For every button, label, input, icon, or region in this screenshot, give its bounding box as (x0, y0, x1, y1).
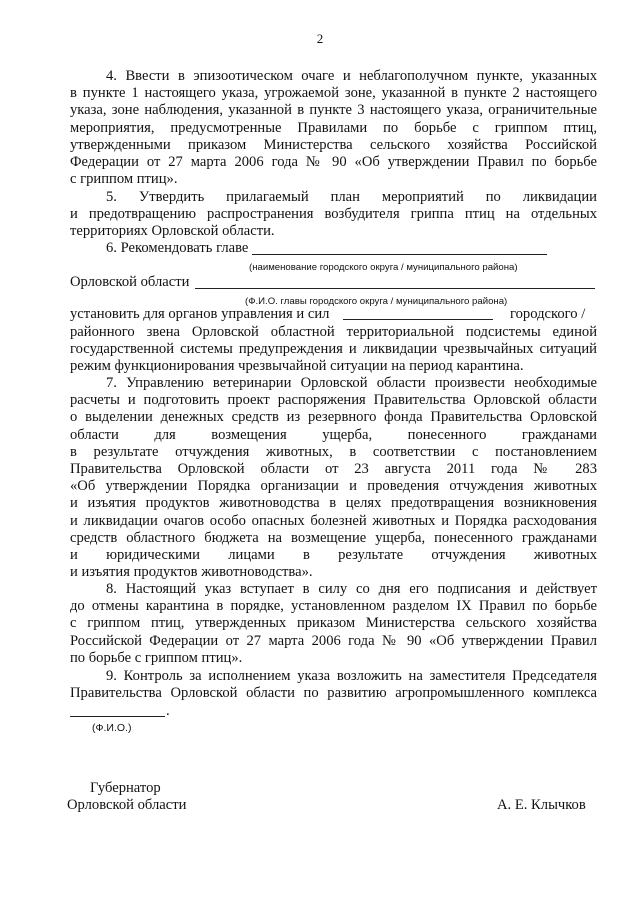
blank-line-level (343, 319, 493, 320)
text-line: мероприятия, предусмотренные Правилами по борьбе с гриппом птиц, (70, 119, 597, 136)
text-line: указа, зоне наблюдения, указанной в пункте 3 настоящего указа, ограничительные (70, 102, 597, 119)
blank-line-head-name (195, 288, 595, 289)
text-line: и ликвидации очагов особо опасных болезней животных и Порядка расходования (70, 512, 597, 529)
text-line: Орловской области (70, 274, 190, 290)
paragraph-9 (70, 668, 597, 702)
text-line: по борьбе с гриппом птиц». (70, 649, 243, 666)
text-line: области для возмещения ущерба, понесенного гражданами (70, 426, 597, 443)
text-line: территориях Орловской области. (70, 223, 275, 240)
text-line-tail: городского / (510, 306, 586, 322)
text-line: Российской Федерации от 27 марта 2006 года № 90 «Об утверждении Правил (70, 632, 597, 649)
hint-deputy-name: (Ф.И.О.) (92, 722, 132, 734)
paragraph-6-line1 (70, 240, 248, 257)
page-number: 2 (316, 31, 324, 46)
text-line: и предотвращению распространения возбудителя гриппа птиц на отдельных (70, 206, 597, 223)
paragraph-5 (70, 189, 597, 241)
text-line: о выделении денежных средств из резервного фонда Правительства Орловской (70, 409, 597, 426)
signature-title-line2: Орловской области (67, 797, 187, 813)
paragraph-6-rest (70, 324, 597, 376)
text-line: 4. Ввести в эпизоотическом очаге и неблагополучном пункте, указанных (106, 68, 597, 84)
text-line: и изъятия продуктов животноводства в целях предотвращения возникновения (70, 495, 597, 512)
text-line: 5. Утвердить прилагаемый план мероприятий по ликвидации (106, 189, 597, 205)
blank-line-municipality (252, 254, 547, 255)
paragraph-8 (70, 581, 597, 667)
text-line: и юридическими лицами в результате отчуждения животных (70, 547, 597, 564)
paragraph-7 (70, 375, 597, 581)
paragraph-4 (70, 68, 597, 188)
text-line: утвержденными приказом Министерства сельского хозяйства Российской (70, 136, 597, 153)
text-line: режим функционирования чрезвычайной ситуации на период карантина. (70, 358, 524, 375)
text-line: 9. Контроль за исполнением указа возложить на заместителя Председателя (106, 668, 597, 684)
hint-head-name: (Ф.И.О. главы городского округа / муниципального района) (245, 296, 508, 307)
paragraph-6-line3 (70, 306, 329, 323)
text-line: с гриппом птиц». (70, 171, 178, 188)
signature-title-line1: Губернатор (90, 780, 161, 796)
text-line: и изъятия продуктов животноводства». (70, 564, 313, 581)
text-line: 6. Рекомендовать главе (106, 240, 249, 256)
text-line: Правительства Орловской области от 23 августа 2011 года № 283 (70, 461, 597, 478)
text-line: до отмены карантина в порядке, установленном разделом IX Правил по борьбе (70, 598, 597, 615)
text-line: расчеты и подготовить проект распоряжения Правительства Орловской области (70, 392, 597, 409)
text-line: установить для органов управления и сил (70, 306, 330, 322)
period-mark: . (166, 703, 170, 719)
text-line: Федерации от 27 марта 2006 года № 90 «Об утверждении Правил по борьбе (70, 154, 597, 171)
text-line: с гриппом птиц, утвержденных приказом Министерства сельского хозяйства (70, 615, 597, 632)
blank-line-deputy (70, 716, 165, 717)
text-line: в пункте 1 настоящего указа, угрожаемой зоне, указанной в пункте 2 настоящего (70, 85, 597, 102)
text-line: «Об утверждении Порядка организации и проведения отчуждения животных (70, 478, 597, 495)
text-line: районного звена Орловской областной территориальной подсистемы единой (70, 324, 597, 340)
signature-name: А. Е. Клычков (497, 797, 586, 813)
text-line: средств областного бюджета на возмещение ущерба, понесенного гражданами (70, 529, 597, 546)
text-line: государственной системы предупреждения и ликвидации чрезвычайных ситуаций (70, 341, 597, 358)
text-line: Правительства Орловской области по развитию агропромышленного комплекса (70, 685, 597, 702)
text-line: 7. Управлению ветеринарии Орловской области произвести необходимые (106, 375, 597, 391)
hint-municipality: (наименование городского округа / муниципального района) (249, 262, 518, 273)
paragraph-6-line2 (70, 274, 189, 291)
text-line: в результате отчуждения животных, в соответствии с постановлением (70, 443, 597, 460)
text-line: 8. Настоящий указ вступает в силу со дня его подписания и действует (106, 581, 597, 597)
